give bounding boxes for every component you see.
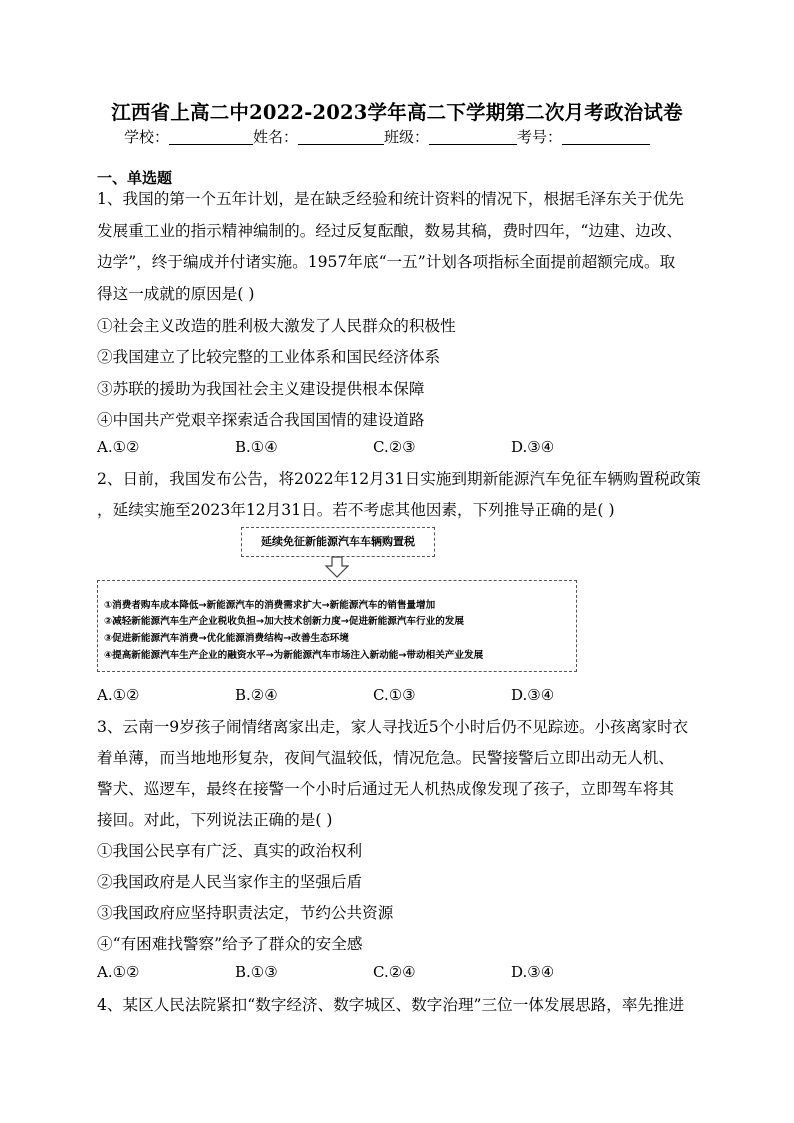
q2-option-d[interactable]: D.③④ xyxy=(511,686,555,704)
q1-item-4: ④中国共产党艰辛探索适合我国国情的建设道路 xyxy=(97,411,425,429)
flow-item-2: ②减轻新能源汽车生产企业税收负担→加大技术创新力度→促进新能源汽车行业的发展 xyxy=(104,616,464,627)
q3-line-2: 着单薄，而当地地形复杂，夜间气温较低，情况危急。民警接警后立即出动无人机、 xyxy=(97,749,674,767)
q1-item-2: ②我国建立了比较完整的工业体系和国民经济体系 xyxy=(97,348,441,366)
q3-option-d[interactable]: D.③④ xyxy=(511,963,555,981)
q2-option-a[interactable]: A.①② xyxy=(97,686,140,704)
q1-line-2: 发展重工业的指示精神编制的。经过反复酝酿，数易其稿，费时四年，“边建、边改、 xyxy=(97,222,682,240)
flow-top-box: 延续免征新能源汽车车辆购置税 xyxy=(241,527,435,557)
q3-option-a[interactable]: A.①② xyxy=(97,963,140,981)
section-heading: 一、单选题 xyxy=(97,169,173,187)
q3-line-1: 3、云南一9岁孩子闹情绪离家出走，家人寻找近5个小时后仍不见踪迹。小孩离家时衣 xyxy=(97,718,689,736)
q2-options xyxy=(97,686,577,706)
down-arrow-icon xyxy=(324,556,350,578)
class-label: 班级： xyxy=(384,128,430,146)
q1-option-c[interactable]: C.②③ xyxy=(373,438,416,456)
q1-option-d[interactable]: D.③④ xyxy=(511,438,555,456)
number-label: 考号： xyxy=(517,128,563,146)
q3-line-3: 警犬、巡逻车，最终在接警一个小时后通过无人机热成像发现了孩子，立即驾车将其 xyxy=(97,780,674,798)
q1-item-1: ①社会主义改造的胜利极大激发了人民群众的积极性 xyxy=(97,317,456,335)
q3-option-c[interactable]: C.②④ xyxy=(373,963,416,981)
q3-item-4: ④“有困难找警察”给予了群众的安全感 xyxy=(97,935,363,953)
q3-options xyxy=(97,963,577,983)
q1-line-3: 边学”，终于编成并付诸实施。1957年底“一五”计划各项指标全面提前超额完成。取 xyxy=(97,253,676,271)
q1-item-3: ③苏联的援助为我国社会主义建设提供根本保障 xyxy=(97,380,425,398)
q1-line-4: 得这一成就的原因是( ) xyxy=(97,285,255,303)
q1-line-1: 1、我国的第一个五年计划，是在缺乏经验和统计资料的情况下，根据毛泽东关于优先 xyxy=(97,190,684,208)
q1-option-b[interactable]: B.①④ xyxy=(235,438,278,456)
q3-item-2: ②我国政府是人民当家作主的坚强后盾 xyxy=(97,873,363,891)
school-blank[interactable] xyxy=(169,129,253,145)
q3-item-1: ①我国公民享有广泛、真实的政治权利 xyxy=(97,842,363,860)
q2-option-c[interactable]: C.①③ xyxy=(373,686,416,704)
school-label: 学校： xyxy=(124,128,170,146)
q2-line-1: 2、日前，我国发布公告，将2022年12月31日实施到期新能源汽车免征车辆购置税政策 xyxy=(97,470,701,488)
name-label: 姓名： xyxy=(253,128,299,146)
q3-item-3: ③我国政府应坚持职责法定，节约公共资源 xyxy=(97,904,394,922)
q2-option-b[interactable]: B.②④ xyxy=(235,686,278,704)
flow-item-1: ①消费者购车成本降低→新能源汽车的消费需求扩大→新能源汽车的销售量增加 xyxy=(104,600,436,611)
student-info-line xyxy=(124,126,650,147)
q2-line-2: ，延续实施至2023年12月31日。若不考虑其他因素，下列推导正确的是( ) xyxy=(97,501,615,519)
class-blank[interactable] xyxy=(429,129,517,145)
flow-item-4: ④提高新能源汽车生产企业的融资水平→为新能源汽车市场注入新动能→带动相关产业发展 xyxy=(104,650,484,661)
q1-options xyxy=(97,438,577,458)
q1-option-a[interactable]: A.①② xyxy=(97,438,140,456)
name-blank[interactable] xyxy=(298,129,384,145)
flow-reasoning-box xyxy=(97,580,577,672)
flow-item-3: ③促进新能源汽车消费→优化能源消费结构→改善生态环境 xyxy=(104,633,349,644)
number-blank[interactable] xyxy=(562,129,650,145)
q4-line-1: 4、某区人民法院紧扣“数字经济、数字城区、数字治理”三位一体发展思路，率先推进 xyxy=(97,996,685,1014)
q3-line-4: 接回。对此，下列说法正确的是( ) xyxy=(97,811,333,829)
q3-option-b[interactable]: B.①③ xyxy=(235,963,278,981)
exam-title: 江西省上高二中2022-2023学年高二下学期第二次月考政治试卷 xyxy=(111,101,683,124)
